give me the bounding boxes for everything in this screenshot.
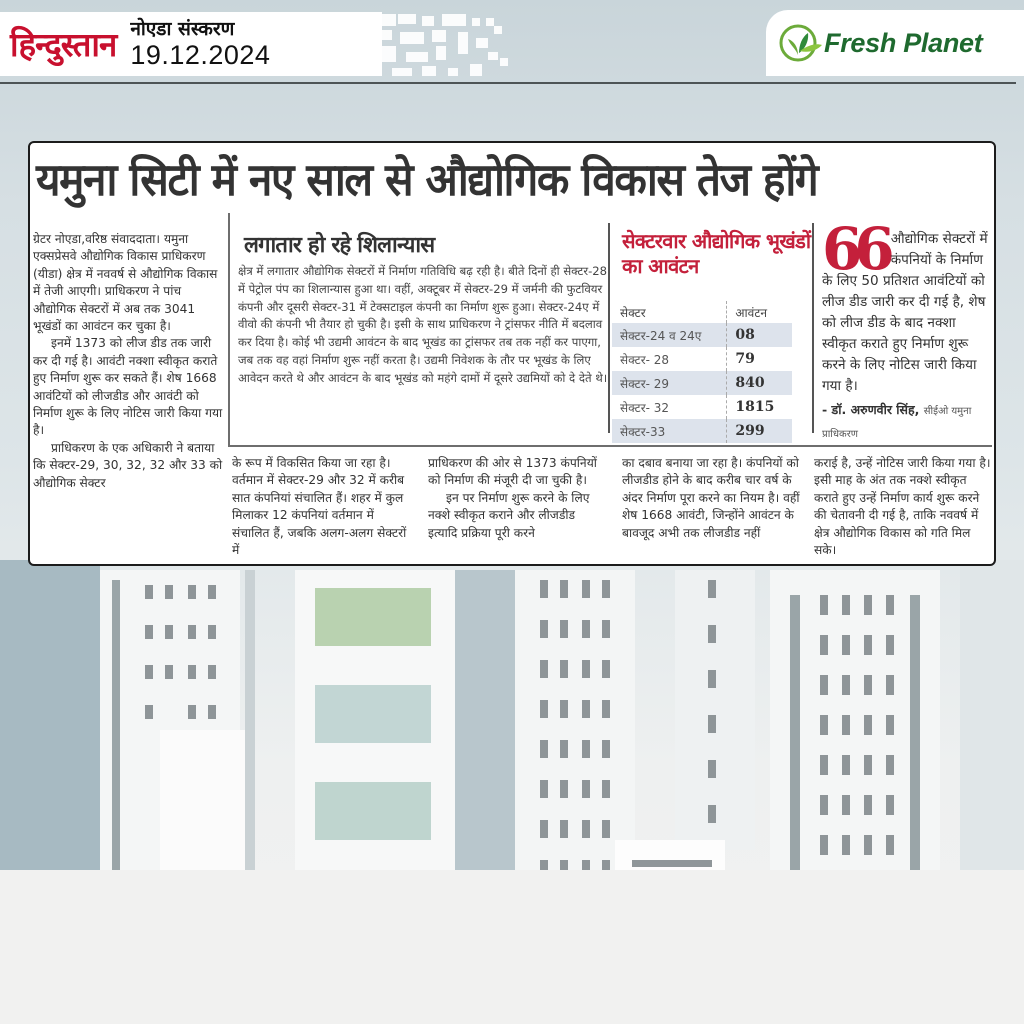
column-header-allotment: आवंटन [727,301,792,323]
header-divider [0,82,1016,84]
quote-author-name: - डॉ. अरुणवीर सिंह, [822,402,920,417]
sector-cell: सेक्टर-24 व 24ए [612,323,727,347]
allocation-table [612,301,792,443]
sector-cell: सेक्टर- 32 [620,400,670,415]
article-column-3 [428,455,608,542]
allotment-cell: 299 [727,419,792,443]
table-row [612,347,792,371]
sector-cell: सेक्टर-33 [612,419,727,443]
quote-author [822,399,992,445]
article-column-3-para-1: प्राधिकरण की ओर से 1373 कंपनियों को निर्माण की मंजूरी दी जा चुकी है। [428,456,597,488]
allotment-cell: 1815 [727,395,792,419]
allotment-cell: 79 [727,347,792,371]
article-column-2: के रूप में विकसित किया जा रहा है। वर्तमान में सेक्टर-29 और 32 में करीब सात कंपनियां संचालित हैं। शहर में कुल मिलाकर 12 कंपनियां वर्तमान में संचालित हैं, जबकि अलग-अलग सेक्टरों में [232,456,407,558]
column-header-sector: सेक्टर [620,305,646,320]
sector-cell: सेक्टर- 29 [612,371,727,395]
table-header-row [612,301,792,323]
article-paragraph-1: यमुना एक्सप्रेसवे औद्योगिक विकास प्राधिकरण (यीडा) क्षेत्र में नववर्ष से औद्योगिक विकास में तेजी आएगी। प्राधिकरण ने पांच औद्योगिक सेक्टरों में अब तक 3041 भूखंडों का आवंटन कर चुका है। [33,232,218,334]
leaf-logo-icon [778,21,822,65]
sector-cell: सेक्टर- 28 [620,352,670,367]
brand-badge [766,10,1024,76]
newspaper-name: हिन्दुस्तान [10,24,117,64]
article-paragraph-2: इनमें 1373 को लीज डीड तक जारी कर दी गई है। आवंटी नक्शा स्वीकृत कराते हुए निर्माण शुरू कर सकते हैं। शेष 1668 आवंटियों को लीजडीड और आवंटी को निर्माण शुरू के लिए नोटिस जारी किया गया है। [33,336,223,438]
ground-area [0,870,1024,1024]
column-divider [608,223,610,433]
inner-feature-box [228,213,992,447]
article-dateline [33,231,225,335]
brand-name: Fresh Planet [824,27,983,58]
edition-info [130,17,271,70]
table-row [612,395,792,419]
quote-mark-icon: 66 [822,215,887,283]
dateline-text: ग्रेटर नोएडा,वरिष्ठ संवाददाता। [33,232,161,246]
article-column-5: कराई है, उन्हें नोटिस जारी किया गया है। इसी माह के अंत तक नक्शे स्वीकृत कराते हुए उन्हें निर्माण कार्य शुरू करने की चेतावनी दी गई है, ताकि नववर्ष में क्षेत्र औद्योगिक विकास को गति मिल सके। [814,456,991,558]
edition-name: नोएडा संस्करण [130,17,235,40]
sidebar-story-body: क्षेत्र में लगातार औद्योगिक सेक्टरों में निर्माण गतिविधि बढ़ रही है। बीते दिनों ही सेक्टर-28 में पेट्रोल पंप का शिलान्यास हुआ था। वहीं, अक्टूबर में सेक्टर-29 में जर्मनी की फुटवियर कंपनी और दूसरी सेक्टर-31 में टेक्सटाइल कंपनी का निर्माण शुरू हुआ। सेक्टर-24ए में वीवो की कंपनी भी तैयार हो चुकी है। इसी के साथ प्राधिकरण ने ट्रांसफर नीति में बदलाव कर दिया है। कोई भी उद्यमी आवंटन के बाद भूखंड का ट्रांसफर तब तक नहीं कर पाएगा, जब तक वह वहां निर्माण शुरू नहीं करता है। उद्यमी निवेशक के तौर पर भूखंड के लिए आवेदन करते थे और आवंटन के बाद भूखंड को महंगे दामों में दूसरे उद्यमियों को दे देते थे। [238,264,608,385]
article-headline: यमुना सिटी में नए साल से औद्योगिक विकास तेज होंगे [36,153,818,206]
column-divider [812,223,814,433]
pull-quote [822,215,992,445]
table-row [612,323,792,347]
article-column-4: का दबाव बनाया जा रहा है। कंपनियों को लीजडीड होने के बाद करीब चार वर्ष के अंदर निर्माण पूरा करने का नियम है। वहीं शेष 1668 आवंटी, जिन्होंने आवंटन के बावजूद अभी तक लीजडीड नहीं [622,456,800,540]
article-paragraph-3: प्राधिकरण के एक अधिकारी ने बताया कि सेक्टर-29, 30, 32, 32 और 33 को औद्योगिक सेक्टर [33,440,223,490]
edition-date: 19.12.2024 [130,39,271,70]
allotment-cell: 840 [727,371,792,395]
sidebar-story-heading: लगातार हो रहे शिलान्यास [244,233,435,258]
newspaper-clipping [28,141,996,566]
allotment-cell: 08 [727,323,792,347]
allocation-table-heading: सेक्टरवार औद्योगिक भूखंडों का आवंटन [622,229,811,278]
article-column-1 [33,231,225,492]
newspaper-masthead [0,12,382,76]
pixel-decoration [382,12,547,76]
article-column-3-para-2: इन पर निर्माण शुरू करने के लिए नक्शे स्वीकृत कराने और लीजडीड इत्यादि प्रक्रिया पूरी करने [428,490,590,540]
table-row [612,419,792,443]
quote-author-role: सीईओ यमुना प्राधिकरण [822,406,972,440]
table-row [612,371,792,395]
quote-text: औद्योगिक सेक्टरों में कंपनियों के निर्माण के लिए 50 प्रतिशत आवंटियों को लीज डीड जारी कर दी गई है, शेष को लीज डीड के बाद नक्शा स्वीकृत कराते हुए निर्माण शुरू करने के लिए नोटिस जारी किया गया है। [822,231,988,394]
